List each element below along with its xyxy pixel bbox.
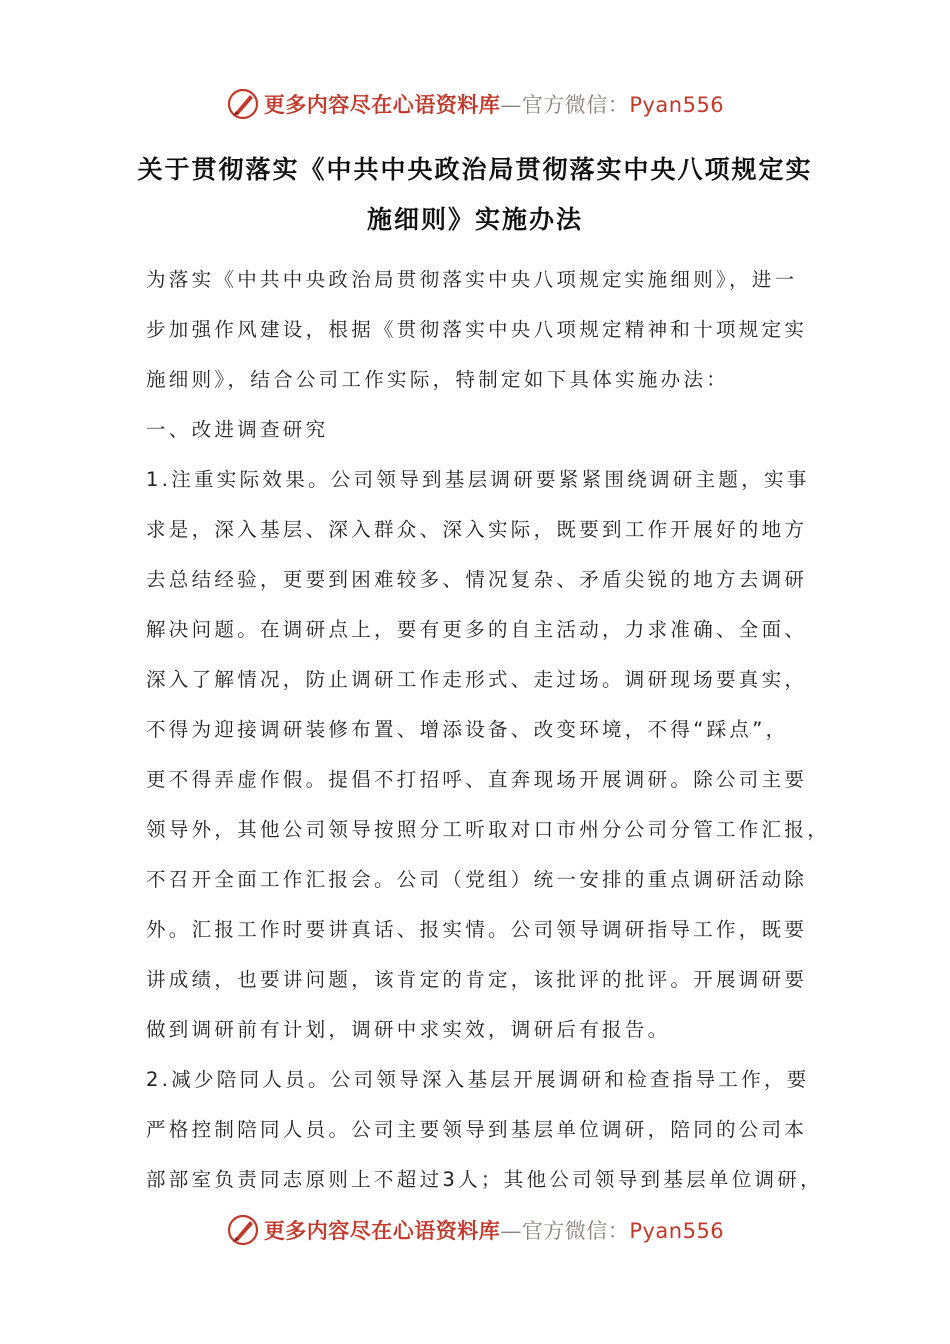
header-banner-main: 更多内容尽在心语资料库	[263, 92, 501, 117]
body-line: 部部室负责同志原则上不超过3人；其他公司领导到基层单位调研，	[146, 1168, 823, 1191]
footer-banner-sub: —官方微信：	[500, 1219, 630, 1243]
body-line: 施细则》，结合公司工作实际，特制定如下具体实施办法：	[146, 368, 730, 391]
footer-banner-text	[264, 1215, 724, 1245]
header-banner-wechat-id: Pyan556	[629, 93, 725, 117]
body-line: 求是，深入基层、深入群众、深入实际，既要到工作开展好的地方	[146, 518, 808, 541]
body-line: 步加强作风建设，根据《贯彻落实中央八项规定精神和十项规定实	[146, 318, 808, 341]
header-banner-text	[264, 89, 724, 119]
body-line: 去总结经验，更要到困难较多、情况复杂、矛盾尖锐的地方去调研	[146, 568, 808, 591]
body-line: 不召开全面工作汇报会。公司（党组）统一安排的重点调研活动除	[146, 868, 808, 891]
footer-banner-wechat-id: Pyan556	[629, 1219, 725, 1243]
document-body	[146, 255, 831, 1205]
body-line: 更不得弄虚作假。提倡不打招呼、直奔现场开展调研。除公司主要	[146, 768, 808, 791]
section-heading: 一、改进调查研究	[146, 418, 329, 441]
body-line: 讲成绩，也要讲问题，该肯定的肯定，该批评的批评。开展调研要	[146, 968, 808, 991]
body-line: 领导外，其他公司领导按照分工听取对口市州分公司分管工作汇报，	[146, 818, 831, 841]
body-line: 严格控制陪同人员。公司主要领导到基层单位调研，陪同的公司本	[146, 1118, 808, 1141]
body-line: 解决问题。在调研点上，要有更多的自主活动，力求准确、全面、	[146, 618, 808, 641]
body-line: 2.减少陪同人员。公司领导深入基层开展调研和检查指导工作，要	[146, 1068, 810, 1091]
footer-watermark-banner	[0, 1210, 950, 1250]
pen-logo-icon	[226, 87, 260, 121]
header-watermark-banner	[0, 84, 950, 124]
body-line: 做到调研前有计划，调研中求实效，调研后有报告。	[146, 1018, 671, 1041]
header-banner-sub: —官方微信：	[500, 93, 630, 117]
footer-banner-main: 更多内容尽在心语资料库	[263, 1218, 501, 1243]
body-line: 为落实《中共中央政治局贯彻落实中央八项规定实施细则》，进一	[146, 268, 798, 291]
pen-logo-icon	[226, 1213, 260, 1247]
document-title-line-2: 施细则》实施办法	[366, 205, 583, 234]
document-title-line-1: 关于贯彻落实《中共中央政治局贯彻落实中央八项规定实	[137, 155, 813, 184]
body-line: 1.注重实际效果。公司领导到基层调研要紧紧围绕调研主题，实事	[146, 468, 810, 491]
body-line: 不得为迎接调研装修布置、增添设备、改变环境，不得“踩点”，	[146, 718, 789, 741]
body-line: 外。汇报工作时要讲真话、报实情。公司领导调研指导工作，既要	[146, 918, 808, 941]
body-line: 深入了解情况，防止调研工作走形式、走过场。调研现场要真实，	[146, 668, 808, 691]
